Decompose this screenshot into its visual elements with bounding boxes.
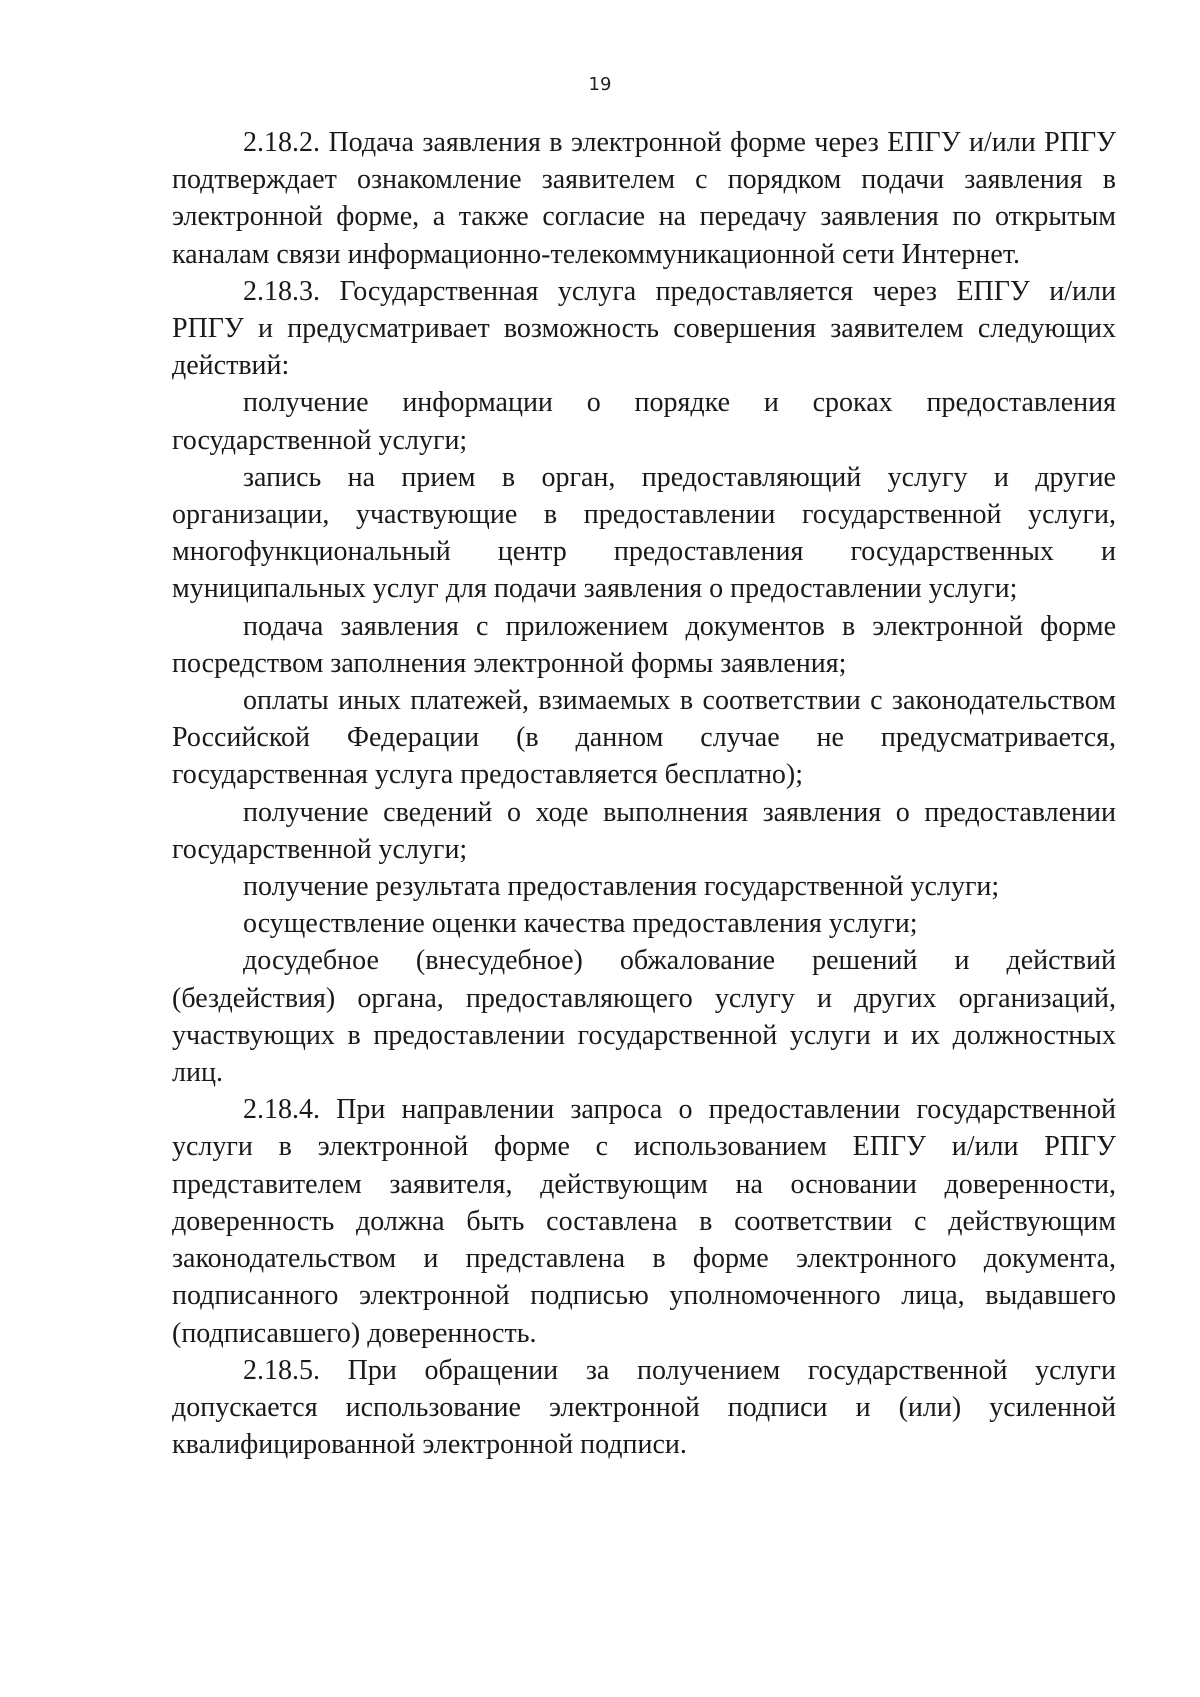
list-item-info: получение информации о порядке и сроках предоставления государственной услуги; (172, 387, 1116, 456)
document-body (172, 124, 1116, 1463)
list-item-result: получение результата предоставления государственной услуги; (243, 871, 1000, 903)
list-item-quality: осуществление оценки качества предоставления услуги; (243, 908, 918, 940)
paragraph-2-18-3: 2.18.3. Государственная услуга предоставляется через ЕПГУ и/или РПГУ и предусматривает возможность совершения заявителем следующих действий: (172, 275, 1116, 382)
list-item-appointment: запись на прием в орган, предоставляющий услугу и другие организации, участвующие в предоставлении государственной услуги, многофункциональный центр предоставления государственных и муниципальных услуг для подачи заявления о предоставлении услуги; (172, 461, 1116, 605)
paragraph-2-18-2: 2.18.2. Подача заявления в электронной форме через ЕПГУ и/или РПГУ подтверждает ознакомление заявителем с порядком подачи заявления в электронной форме, а также согласие на передачу заявления по открытым каналам связи информационно-телекоммуникационной сети Интернет. (172, 127, 1116, 270)
page-number: 19 (588, 74, 612, 95)
list-item-status: получение сведений о ходе выполнения заявления о предоставлении государственной услуги; (172, 796, 1116, 865)
list-item-appeal: досудебное (внесудебное) обжалование решений и действий (бездействия) органа, предоставляющего услугу и других организаций, участвующих в предоставлении государственной услуги и их должностных лиц. (172, 945, 1116, 1089)
list-item-payments: оплаты иных платежей, взимаемых в соответствии с законодательством Российской Федерации (в данном случае не предусматривается, государственная услуга предоставляется бесплатно); (172, 685, 1116, 791)
paragraph-2-18-5: 2.18.5. При обращении за получением государственной услуги допускается использование электронной подписи и (или) усиленной квалифицированной электронной подписи. (172, 1354, 1116, 1461)
paragraph-2-18-4: 2.18.4. При направлении запроса о предоставлении государственной услуги в электронной форме с использованием ЕПГУ и/или РПГУ представителем заявителя, действующим на основании доверенности, доверенность должна быть составлена в соответствии с действующим законодательством и представлена в форме электронного документа, подписанного электронной подписью уполномоченного лица, выдавшего (подписавшего) доверенность. (172, 1094, 1116, 1349)
list-item-application: подача заявления с приложением документов в электронной форме посредством заполнения электронной формы заявления; (172, 610, 1116, 679)
